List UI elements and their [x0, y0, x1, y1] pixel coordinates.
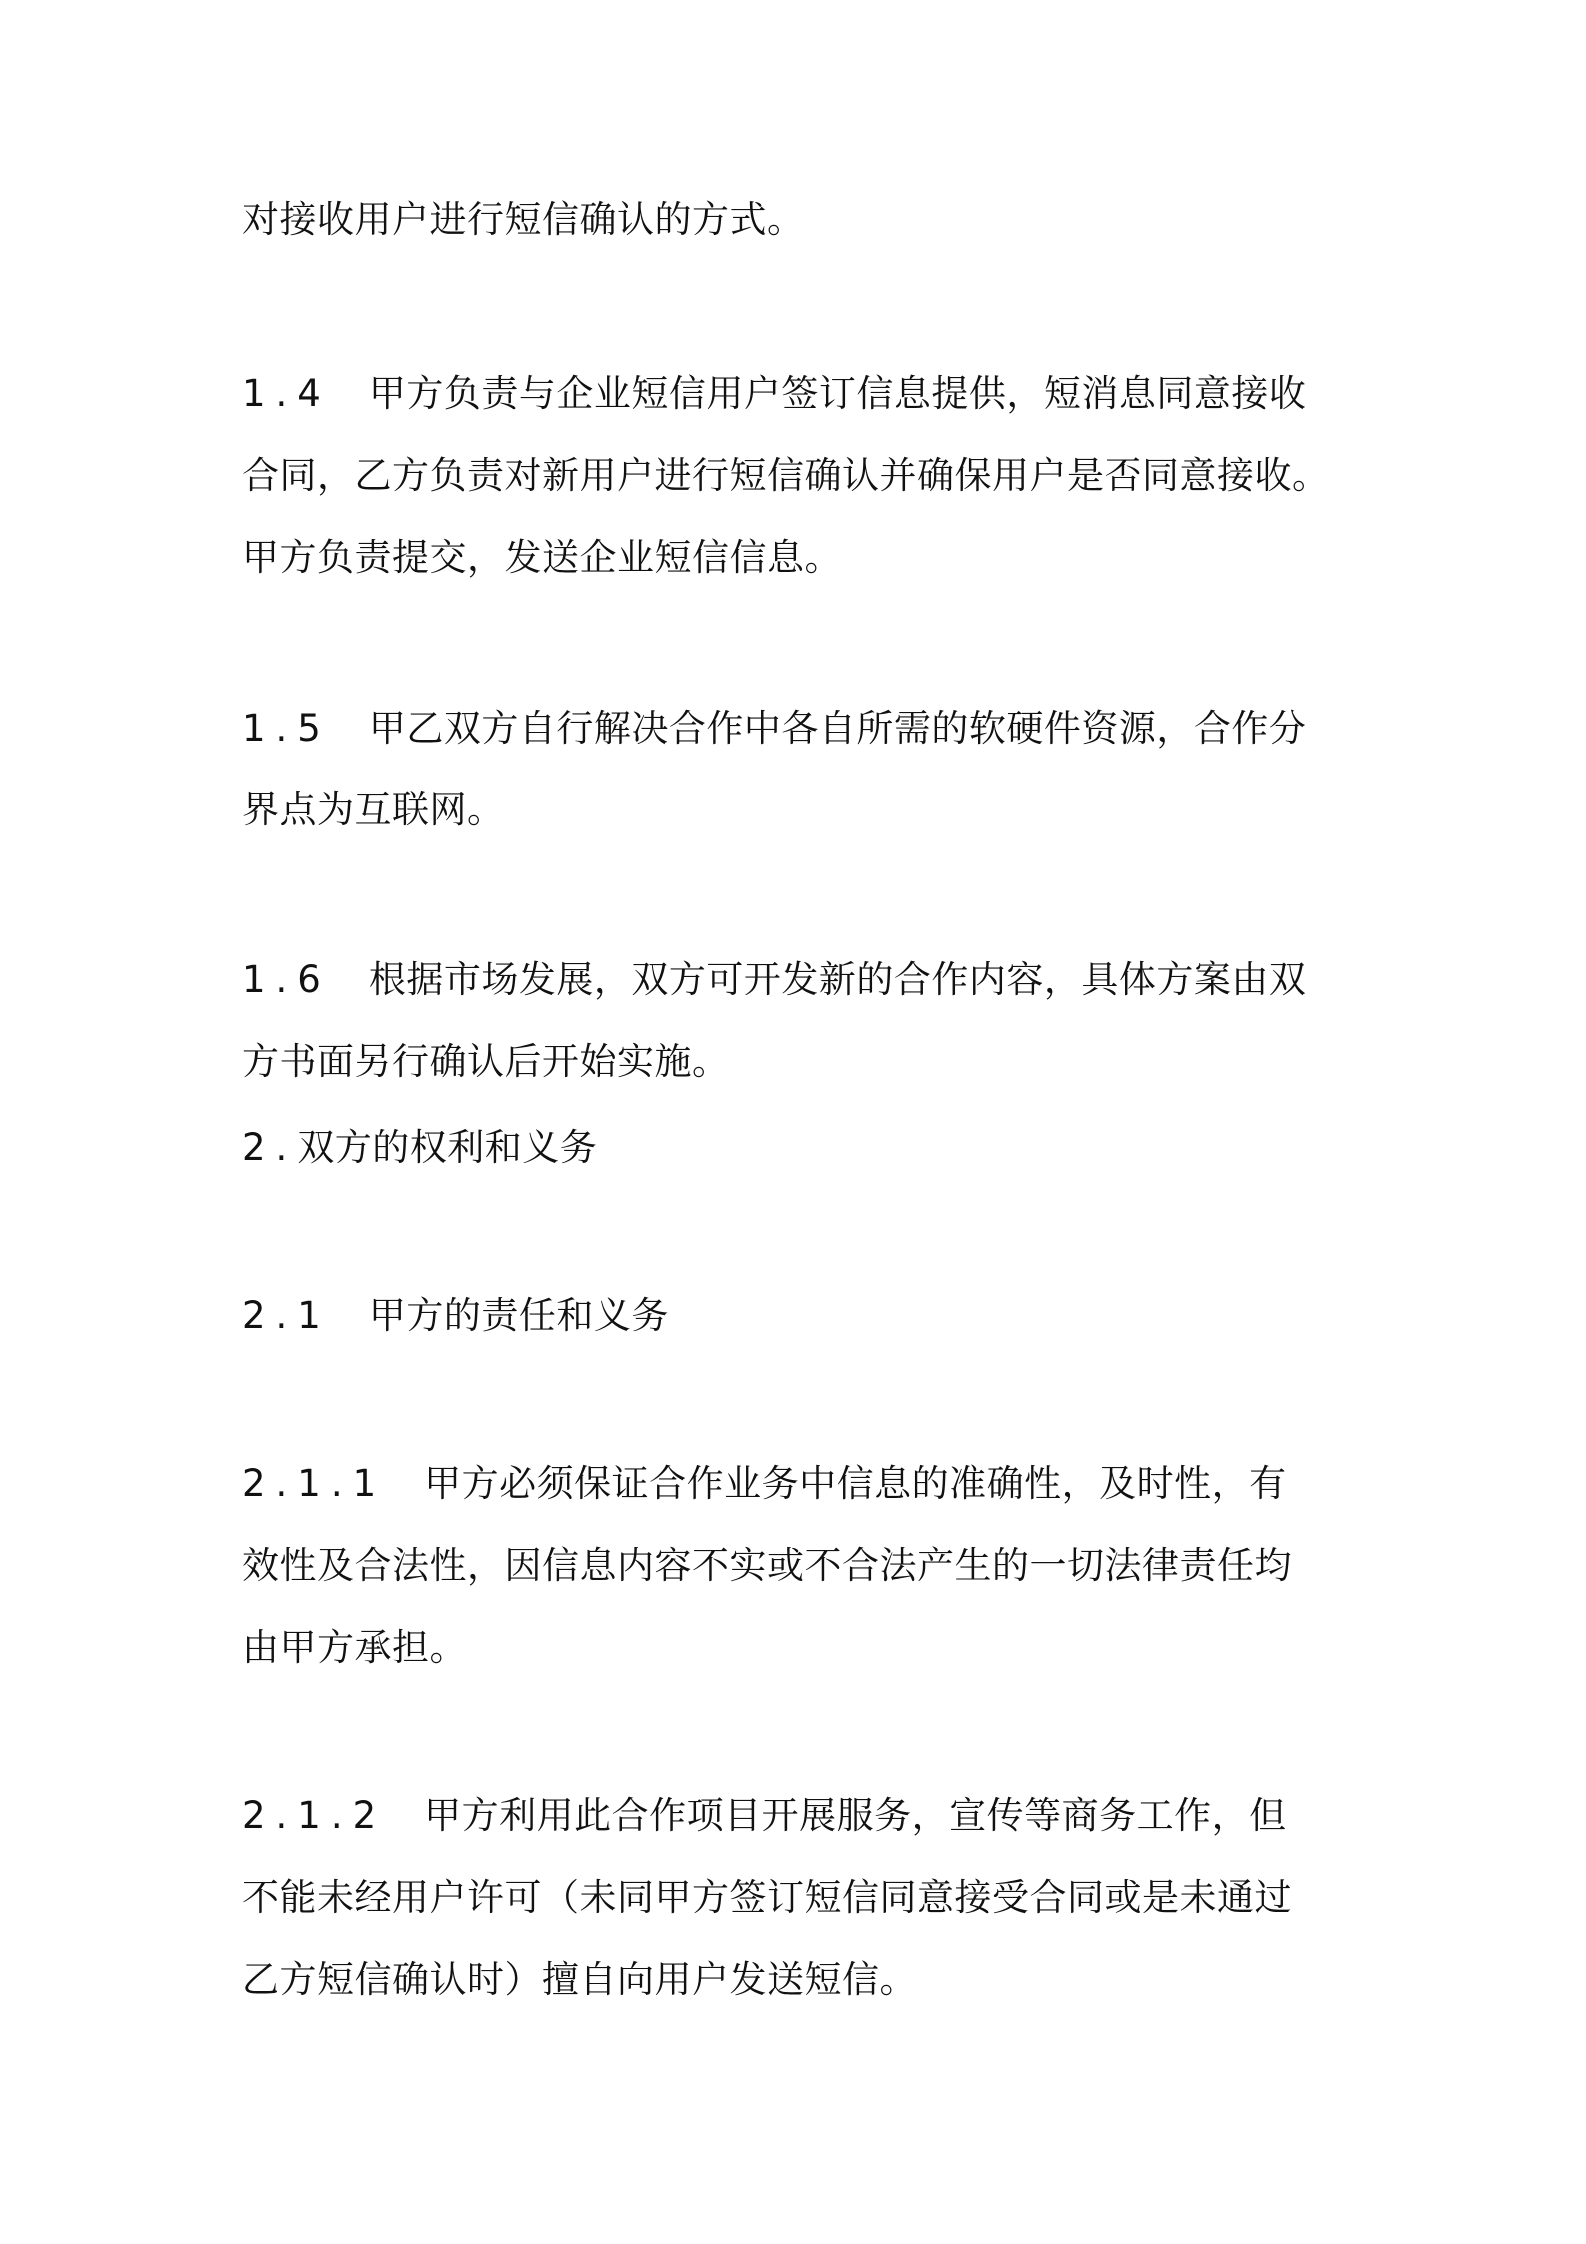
line-text: 甲方负责与企业短信用户签订信息提供，短消息同意接收 [368, 372, 1307, 415]
clause-number: 1.5 [242, 707, 331, 750]
clause-number: 2.1.1 [242, 1462, 387, 1505]
clause-2-1-1-line-1 [242, 1460, 1362, 1508]
clause-number: 2.1 [242, 1294, 331, 1337]
line-text: 根据市场发展，双方可开发新的合作内容，具体方案由双 [368, 958, 1307, 1001]
clause-2-1-2-line-3 [242, 1956, 1362, 2004]
line-text: 乙方短信确认时）擅自向用户发送短信。 [242, 1958, 917, 2001]
line-text: 效性及合法性，因信息内容不实或不合法产生的一切法律责任均 [242, 1544, 1292, 1587]
text-line [242, 196, 1362, 244]
clause-1-4-line-3 [242, 534, 1362, 582]
line-text: 对接收用户进行短信确认的方式。 [242, 198, 805, 241]
section-2-heading [242, 1124, 1362, 1172]
line-text: 不能未经用户许可（未同甲方签订短信同意接受合同或是未通过 [242, 1876, 1292, 1919]
clause-2-1-heading [242, 1292, 1362, 1340]
section-number: 2. [242, 1126, 298, 1169]
line-text: 甲方利用此合作项目开展服务，宣传等商务工作，但 [424, 1794, 1287, 1837]
clause-1-5-line-2 [242, 786, 1362, 834]
clause-1-6-line-2 [242, 1038, 1362, 1086]
line-text: 方书面另行确认后开始实施。 [242, 1040, 730, 1083]
clause-number: 2.1.2 [242, 1794, 387, 1837]
line-text: 甲方必须保证合作业务中信息的准确性，及时性，有 [424, 1462, 1287, 1505]
clause-number: 1.6 [242, 958, 331, 1001]
line-text: 由甲方承担。 [242, 1626, 467, 1669]
line-text: 甲方的责任和义务 [368, 1294, 669, 1337]
clause-2-1-1-line-3 [242, 1624, 1362, 1672]
line-text: 甲方负责提交，发送企业短信信息。 [242, 536, 842, 579]
clause-2-1-2-line-2 [242, 1874, 1362, 1922]
clause-number: 1.4 [242, 372, 331, 415]
clause-2-1-1-line-2 [242, 1542, 1362, 1590]
clause-1-5-line-1 [242, 705, 1362, 753]
line-text: 合同，乙方负责对新用户进行短信确认并确保用户是否同意接收。 [242, 454, 1330, 497]
line-text: 甲乙双方自行解决合作中各自所需的软硬件资源，合作分 [368, 707, 1307, 750]
line-text: 界点为互联网。 [242, 788, 505, 831]
clause-1-6-line-1 [242, 956, 1362, 1004]
clause-2-1-2-line-1 [242, 1792, 1362, 1840]
clause-1-4-line-1 [242, 370, 1362, 418]
line-text: 双方的权利和义务 [297, 1126, 598, 1169]
clause-1-4-line-2 [242, 452, 1362, 500]
